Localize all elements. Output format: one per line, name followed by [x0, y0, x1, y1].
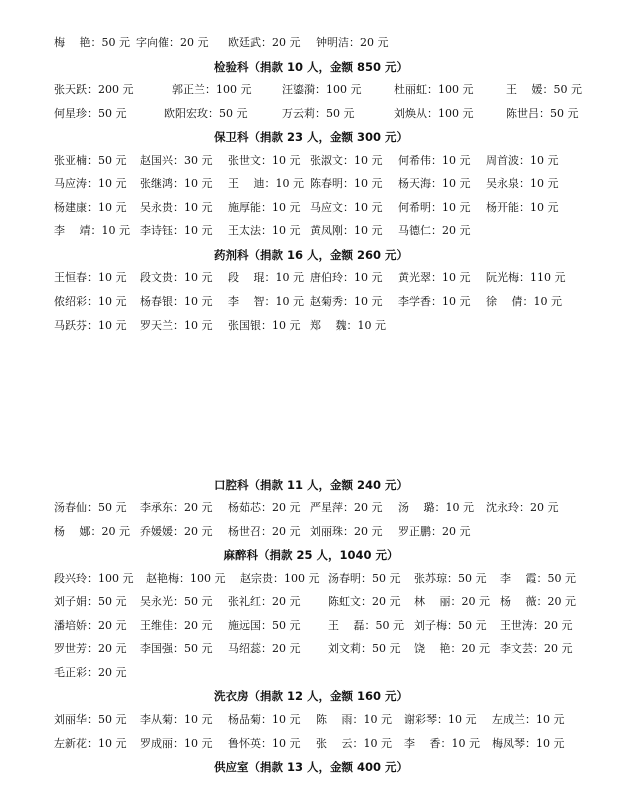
donor-entry: 王 媛：50 元 [506, 83, 582, 96]
donation-row [0, 710, 622, 730]
donor-entry: 郑 魏：10 元 [310, 319, 386, 332]
donation-row [0, 151, 622, 171]
donor-entry: 乔媛媛：20 元 [140, 525, 213, 538]
donor-entry: 汤春仙：50 元 [54, 501, 127, 514]
donor-entry: 饶 艳：20 元 [414, 642, 490, 655]
donor-entry: 李 霞：50 元 [500, 572, 576, 585]
donor-entry: 徐 倩：10 元 [486, 295, 562, 308]
donor-entry: 严星萍：20 元 [310, 501, 383, 514]
donor-entry: 黄凤刚：10 元 [310, 224, 383, 237]
department-heading: 洗衣房（捐款 12 人，金额 160 元） [213, 689, 409, 703]
donor-entry: 汪鎏漪：100 元 [282, 83, 362, 96]
donor-entry: 李 智：10 元 [228, 295, 304, 308]
donor-entry: 罗世芳：20 元 [54, 642, 127, 655]
donor-entry: 李文芸：20 元 [500, 642, 573, 655]
donor-entry: 何希明：10 元 [398, 201, 471, 214]
donor-entry: 杨春银：10 元 [140, 295, 213, 308]
donor-entry: 张苏琼：50 元 [414, 572, 487, 585]
donor-entry: 马德仁：20 元 [398, 224, 471, 237]
donor-entry: 毛正彩：20 元 [54, 666, 127, 679]
donor-entry: 张国银：10 元 [228, 319, 301, 332]
donor-entry: 李 靖：10 元 [54, 224, 130, 237]
donor-entry: 马应文：10 元 [310, 201, 383, 214]
donor-entry: 李从菊：10 元 [140, 713, 213, 726]
donor-entry: 张世文：10 元 [228, 154, 301, 167]
donation-row [0, 569, 622, 589]
donor-entry: 杨品菊：10 元 [228, 713, 301, 726]
department-heading: 供应室（捐款 13 人，金额 400 元） [213, 760, 409, 774]
donor-entry: 马应涛：10 元 [54, 177, 127, 190]
donor-entry: 梅凤琴：10 元 [492, 737, 565, 750]
donor-entry: 段 琨：10 元 [228, 271, 304, 284]
donor-entry: 刘丽珠：20 元 [310, 525, 383, 538]
donor-entry: 何希伟：10 元 [398, 154, 471, 167]
donor-entry: 李国强：50 元 [140, 642, 213, 655]
donor-entry: 杨 娜：20 元 [54, 525, 130, 538]
donation-row [0, 639, 622, 659]
donation-row [0, 616, 622, 636]
donor-entry: 杨茹芯：20 元 [228, 501, 301, 514]
donor-entry: 谢彩琴：10 元 [404, 713, 477, 726]
donor-entry: 郭正兰：100 元 [172, 83, 252, 96]
donor-entry: 侬绍彩：10 元 [54, 295, 127, 308]
donor-entry: 左成兰：10 元 [492, 713, 565, 726]
donor-entry: 陈 雨：10 元 [316, 713, 392, 726]
department-heading: 保卫科（捐款 23 人，金额 300 元） [213, 130, 409, 144]
department-heading: 药剂科（捐款 16 人，金额 260 元） [213, 248, 409, 262]
donor-entry: 段兴玲：100 元 [54, 572, 134, 585]
donor-entry: 杨开能：10 元 [486, 201, 559, 214]
donor-entry: 陈世吕：50 元 [506, 107, 579, 120]
donor-entry: 刘子娟：50 元 [54, 595, 127, 608]
donor-entry: 赵艳梅：100 元 [146, 572, 226, 585]
donor-entry: 王世涛：20 元 [500, 619, 573, 632]
donor-entry: 马绍蕊：20 元 [228, 642, 301, 655]
donor-entry: 汤春明：50 元 [328, 572, 401, 585]
donor-entry: 林 丽：20 元 [414, 595, 490, 608]
donor-entry: 万云莉：50 元 [282, 107, 355, 120]
donor-entry: 赵菊秀：10 元 [310, 295, 383, 308]
donation-row [0, 734, 622, 754]
donor-entry: 梅 艳：50 元 [54, 36, 130, 49]
donor-entry: 汤 璐：10 元 [398, 501, 474, 514]
donor-entry: 罗天兰：10 元 [140, 319, 213, 332]
donor-entry: 李诗钰：10 元 [140, 224, 213, 237]
donor-entry: 张亚楠：50 元 [54, 154, 127, 167]
donation-row [0, 104, 622, 124]
donation-row [0, 174, 622, 194]
donation-row [0, 663, 622, 683]
donor-entry: 张天跃：200 元 [54, 83, 134, 96]
donor-entry: 王 迪：10 元 [228, 177, 304, 190]
donor-entry: 吴永泉：10 元 [486, 177, 559, 190]
donor-entry: 王 磊：50 元 [328, 619, 404, 632]
donor-entry: 刘焕从：100 元 [394, 107, 474, 120]
donor-entry: 欧阳宏玫：50 元 [164, 107, 248, 120]
donor-entry: 赵国兴：30 元 [140, 154, 213, 167]
donor-entry: 刘子梅：50 元 [414, 619, 487, 632]
donation-row [0, 592, 622, 612]
donor-entry: 施远国：50 元 [228, 619, 301, 632]
donor-entry: 左新花：10 元 [54, 737, 127, 750]
donor-entry: 黄光翠：10 元 [398, 271, 471, 284]
donor-entry: 罗成丽：10 元 [140, 737, 213, 750]
donor-entry: 王太法：10 元 [228, 224, 301, 237]
donation-row [0, 522, 622, 542]
donor-entry: 潘培娇：20 元 [54, 619, 127, 632]
donor-entry: 吴永光：50 元 [140, 595, 213, 608]
donor-entry: 施厚能：10 元 [228, 201, 301, 214]
department-heading: 麻醉科（捐款 25 人，1040 元） [223, 548, 399, 562]
donor-entry: 周首波：10 元 [486, 154, 559, 167]
donor-entry: 沈永玲：20 元 [486, 501, 559, 514]
donation-row [0, 221, 622, 241]
donor-entry: 张继鸿：10 元 [140, 177, 213, 190]
department-heading: 口腔科（捐款 11 人，金额 240 元） [213, 478, 409, 492]
donor-entry: 罗正鹏：20 元 [398, 525, 471, 538]
donor-entry: 何星珍：50 元 [54, 107, 127, 120]
donor-entry: 杨建康：10 元 [54, 201, 127, 214]
donor-entry: 字向傕：20 元 [136, 36, 209, 49]
donor-entry: 段文贵：10 元 [140, 271, 213, 284]
donor-entry: 李 香：10 元 [404, 737, 480, 750]
donor-entry: 杨天海：10 元 [398, 177, 471, 190]
donor-entry: 张 云：10 元 [316, 737, 392, 750]
donor-entry: 刘丽华：50 元 [54, 713, 127, 726]
donor-entry: 钟明洁：20 元 [316, 36, 389, 49]
donation-row [0, 292, 622, 312]
donor-entry: 陈虹文：20 元 [328, 595, 401, 608]
donation-row [0, 498, 622, 518]
donor-entry: 唐伯玲：10 元 [310, 271, 383, 284]
donor-entry: 杨世召：20 元 [228, 525, 301, 538]
donor-entry: 李学香：10 元 [398, 295, 471, 308]
donor-entry: 杜丽虹：100 元 [394, 83, 474, 96]
donor-entry: 赵宗贵：100 元 [240, 572, 320, 585]
donation-row [0, 33, 622, 53]
donor-entry: 张礼红：20 元 [228, 595, 301, 608]
department-heading: 检验科（捐款 10 人，金额 850 元） [213, 60, 409, 74]
donor-entry: 陈春明：10 元 [310, 177, 383, 190]
donation-row [0, 316, 622, 336]
donor-entry: 马跃芬：10 元 [54, 319, 127, 332]
donation-row [0, 268, 622, 288]
donor-entry: 王恒春：10 元 [54, 271, 127, 284]
donor-entry: 张淑文：10 元 [310, 154, 383, 167]
donor-entry: 杨 薇：20 元 [500, 595, 576, 608]
donation-row [0, 198, 622, 218]
donor-entry: 王维佳：20 元 [140, 619, 213, 632]
donor-entry: 李承东：20 元 [140, 501, 213, 514]
donation-row [0, 80, 622, 100]
donor-entry: 阮光梅：110 元 [486, 271, 566, 284]
donor-entry: 鲁怀英：10 元 [228, 737, 301, 750]
donor-entry: 刘文莉：50 元 [328, 642, 401, 655]
donor-entry: 欧廷武：20 元 [228, 36, 301, 49]
donor-entry: 吴永贵：10 元 [140, 201, 213, 214]
